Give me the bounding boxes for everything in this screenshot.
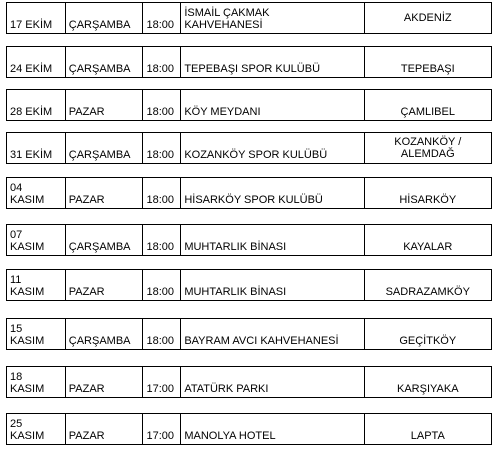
day-cell: ÇARŞAMBA bbox=[66, 133, 144, 163]
time-cell: 17:00 bbox=[143, 414, 181, 444]
time-cell: 18:00 bbox=[143, 90, 181, 120]
date-cell: 04 KASIM bbox=[7, 178, 66, 208]
location-cell: KAYALAR bbox=[403, 241, 453, 253]
place-cell: KÖY MEYDANI bbox=[181, 90, 364, 120]
date-cell: 31 EKİM bbox=[7, 133, 66, 163]
place-cell: MUHTARLIK BİNASI bbox=[181, 270, 364, 300]
date-cell: 15 KASIM bbox=[7, 319, 66, 349]
table-row bbox=[6, 46, 492, 78]
location-cell: KARŞIYAKA bbox=[396, 383, 459, 395]
location-cell: TEPEBAŞI bbox=[400, 63, 455, 75]
table-row bbox=[6, 132, 492, 164]
table-row bbox=[6, 2, 492, 34]
time-cell: 17:00 bbox=[143, 367, 181, 397]
location-cell: LAPTA bbox=[410, 430, 445, 442]
date-cell: 07 KASIM bbox=[7, 225, 66, 255]
place-cell: MANOLYA HOTEL bbox=[181, 414, 364, 444]
location-cell: AKDENİZ bbox=[403, 12, 452, 24]
place-cell: HİSARKÖY SPOR KULÜBÜ bbox=[181, 178, 364, 208]
place-cell: MUHTARLIK BİNASI bbox=[181, 225, 364, 255]
day-cell: PAZAR bbox=[66, 367, 144, 397]
table-row bbox=[6, 366, 492, 398]
place-cell: BAYRAM AVCI KAHVEHANESİ bbox=[181, 319, 364, 349]
date-cell: 17 EKİM bbox=[7, 3, 66, 33]
day-cell: ÇARŞAMBA bbox=[66, 3, 144, 33]
location-cell: ÇAMLIBEL bbox=[400, 106, 455, 118]
time-cell: 18:00 bbox=[143, 178, 181, 208]
table-row bbox=[6, 269, 492, 301]
day-cell: ÇARŞAMBA bbox=[66, 225, 144, 255]
time-cell: 18:00 bbox=[143, 270, 181, 300]
time-cell: 18:00 bbox=[143, 3, 181, 33]
location-cell: KOZANKÖY / ALEMDAĞ bbox=[394, 136, 462, 160]
table-row bbox=[6, 318, 492, 350]
day-cell: ÇARŞAMBA bbox=[66, 47, 144, 77]
table-row bbox=[6, 177, 492, 209]
date-cell: 11 KASIM bbox=[7, 270, 66, 300]
day-cell: PAZAR bbox=[66, 178, 144, 208]
time-cell: 18:00 bbox=[143, 319, 181, 349]
day-cell: PAZAR bbox=[66, 414, 144, 444]
date-cell: 18 KASIM bbox=[7, 367, 66, 397]
table-row bbox=[6, 413, 492, 445]
place-cell: İSMAİL ÇAKMAK KAHVEHANESİ bbox=[181, 3, 364, 33]
place-cell: TEPEBAŞI SPOR KULÜBÜ bbox=[181, 47, 364, 77]
table-row bbox=[6, 89, 492, 121]
date-cell: 28 EKİM bbox=[7, 90, 66, 120]
location-cell: GEÇİTKÖY bbox=[399, 335, 457, 347]
location-cell: SADRAZAMKÖY bbox=[385, 286, 470, 298]
time-cell: 18:00 bbox=[143, 133, 181, 163]
day-cell: PAZAR bbox=[66, 90, 144, 120]
table-row bbox=[6, 224, 492, 256]
place-cell: KOZANKÖY SPOR KULÜBÜ bbox=[181, 133, 364, 163]
date-cell: 25 KASIM bbox=[7, 414, 66, 444]
location-cell: HİSARKÖY bbox=[399, 194, 457, 206]
time-cell: 18:00 bbox=[143, 225, 181, 255]
place-cell: ATATÜRK PARKI bbox=[181, 367, 364, 397]
date-cell: 24 EKİM bbox=[7, 47, 66, 77]
day-cell: PAZAR bbox=[66, 270, 144, 300]
time-cell: 18:00 bbox=[143, 47, 181, 77]
day-cell: ÇARŞAMBA bbox=[66, 319, 144, 349]
